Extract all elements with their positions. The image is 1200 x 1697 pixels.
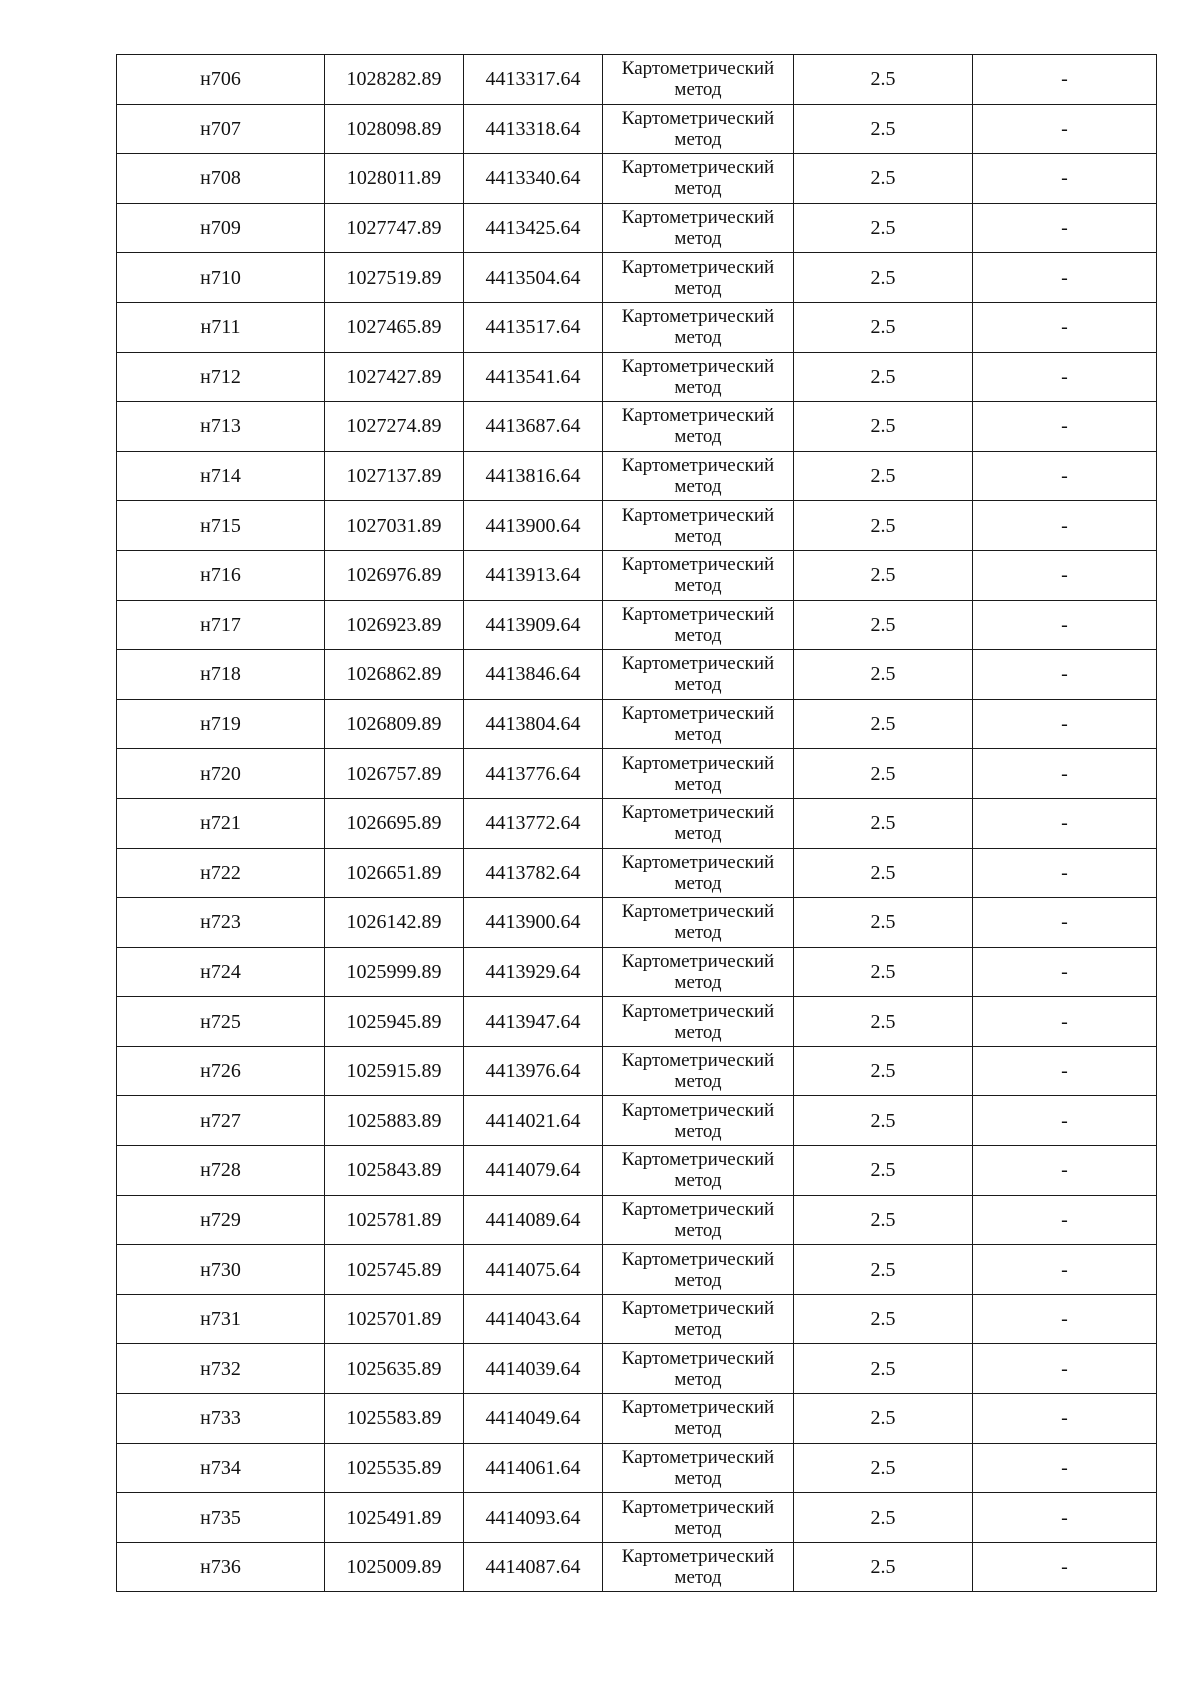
table-row	[117, 451, 1157, 501]
method-cell	[603, 848, 794, 898]
x-coordinate-cell: 1025915.89	[325, 1046, 464, 1096]
method-cell	[603, 55, 794, 105]
point-id-cell: н736	[117, 1542, 325, 1592]
note-cell: -	[973, 352, 1157, 402]
x-coordinate-cell: 1026809.89	[325, 699, 464, 749]
method-label-line2: метод	[674, 1567, 722, 1589]
x-coordinate-cell: 1027427.89	[325, 352, 464, 402]
y-coordinate-cell: 4414079.64	[464, 1146, 603, 1196]
table-row	[117, 1493, 1157, 1543]
y-coordinate-cell: 4413504.64	[464, 253, 603, 303]
note-cell: -	[973, 650, 1157, 700]
table-row	[117, 699, 1157, 749]
method-cell	[603, 1394, 794, 1444]
y-coordinate-cell: 4413517.64	[464, 302, 603, 352]
x-coordinate-cell: 1026923.89	[325, 600, 464, 650]
x-coordinate-cell: 1027465.89	[325, 302, 464, 352]
method-cell	[603, 253, 794, 303]
x-coordinate-cell: 1028011.89	[325, 154, 464, 204]
method-label-line1: Картометрический	[621, 901, 775, 923]
method-cell	[603, 451, 794, 501]
note-cell: -	[973, 501, 1157, 551]
point-id-cell: н735	[117, 1493, 325, 1543]
note-cell: -	[973, 104, 1157, 154]
table-row	[117, 798, 1157, 848]
method-cell	[603, 1542, 794, 1592]
note-cell: -	[973, 550, 1157, 600]
point-id-cell: н711	[117, 302, 325, 352]
accuracy-cell: 2.5	[794, 1096, 973, 1146]
method-label-line1: Картометрический	[621, 355, 775, 377]
accuracy-cell: 2.5	[794, 550, 973, 600]
point-id-cell: н727	[117, 1096, 325, 1146]
method-label-line2: метод	[674, 1071, 722, 1093]
method-label-line1: Картометрический	[621, 653, 775, 675]
accuracy-cell: 2.5	[794, 650, 973, 700]
method-label-line1: Картометрический	[621, 504, 775, 526]
method-label-line1: Картометрический	[621, 58, 775, 80]
x-coordinate-cell: 1025701.89	[325, 1294, 464, 1344]
point-id-cell: н715	[117, 501, 325, 551]
x-coordinate-cell: 1026695.89	[325, 798, 464, 848]
coordinates-table	[116, 54, 1157, 1592]
method-label-line2: метод	[674, 1021, 722, 1043]
point-id-cell: н718	[117, 650, 325, 700]
accuracy-cell: 2.5	[794, 749, 973, 799]
method-label-line2: метод	[674, 1418, 722, 1440]
note-cell: -	[973, 1294, 1157, 1344]
point-id-cell: н725	[117, 997, 325, 1047]
x-coordinate-cell: 1027747.89	[325, 203, 464, 253]
table-row	[117, 898, 1157, 948]
method-label-line1: Картометрический	[621, 603, 775, 625]
y-coordinate-cell: 4413816.64	[464, 451, 603, 501]
method-label-line2: метод	[674, 228, 722, 250]
table-row	[117, 104, 1157, 154]
note-cell: -	[973, 997, 1157, 1047]
note-cell: -	[973, 848, 1157, 898]
note-cell: -	[973, 1443, 1157, 1493]
accuracy-cell: 2.5	[794, 1493, 973, 1543]
point-id-cell: н730	[117, 1245, 325, 1295]
table-row	[117, 55, 1157, 105]
table-row	[117, 600, 1157, 650]
method-label-line1: Картометрический	[621, 1099, 775, 1121]
note-cell: -	[973, 1493, 1157, 1543]
table-row	[117, 997, 1157, 1047]
accuracy-cell: 2.5	[794, 898, 973, 948]
x-coordinate-cell: 1025009.89	[325, 1542, 464, 1592]
x-coordinate-cell: 1026651.89	[325, 848, 464, 898]
accuracy-cell: 2.5	[794, 1195, 973, 1245]
method-label-line1: Картометрический	[621, 306, 775, 328]
note-cell: -	[973, 1146, 1157, 1196]
method-label-line2: метод	[674, 724, 722, 746]
note-cell: -	[973, 1394, 1157, 1444]
note-cell: -	[973, 600, 1157, 650]
table-row	[117, 1394, 1157, 1444]
method-label-line1: Картометрический	[621, 802, 775, 824]
accuracy-cell: 2.5	[794, 451, 973, 501]
note-cell: -	[973, 1245, 1157, 1295]
method-label-line2: метод	[674, 823, 722, 845]
note-cell: -	[973, 1195, 1157, 1245]
method-label-line2: метод	[674, 327, 722, 349]
method-cell	[603, 1195, 794, 1245]
accuracy-cell: 2.5	[794, 302, 973, 352]
note-cell: -	[973, 947, 1157, 997]
method-label-line2: метод	[674, 277, 722, 299]
accuracy-cell: 2.5	[794, 1344, 973, 1394]
method-cell	[603, 1294, 794, 1344]
table-row	[117, 848, 1157, 898]
table-row	[117, 1245, 1157, 1295]
y-coordinate-cell: 4414039.64	[464, 1344, 603, 1394]
point-id-cell: н714	[117, 451, 325, 501]
table-row	[117, 352, 1157, 402]
point-id-cell: н732	[117, 1344, 325, 1394]
note-cell: -	[973, 749, 1157, 799]
point-id-cell: н721	[117, 798, 325, 848]
method-label-line1: Картометрический	[621, 1347, 775, 1369]
point-id-cell: н716	[117, 550, 325, 600]
point-id-cell: н719	[117, 699, 325, 749]
method-label-line2: метод	[674, 1170, 722, 1192]
y-coordinate-cell: 4413976.64	[464, 1046, 603, 1096]
point-id-cell: н720	[117, 749, 325, 799]
note-cell: -	[973, 1542, 1157, 1592]
note-cell: -	[973, 203, 1157, 253]
x-coordinate-cell: 1025745.89	[325, 1245, 464, 1295]
y-coordinate-cell: 4413900.64	[464, 501, 603, 551]
point-id-cell: н709	[117, 203, 325, 253]
method-label-line1: Картометрический	[621, 1050, 775, 1072]
y-coordinate-cell: 4414075.64	[464, 1245, 603, 1295]
point-id-cell: н723	[117, 898, 325, 948]
note-cell: -	[973, 302, 1157, 352]
method-label-line1: Картометрический	[621, 107, 775, 129]
method-label-line1: Картометрический	[621, 851, 775, 873]
method-label-line1: Картометрический	[621, 1248, 775, 1270]
method-label-line1: Картометрический	[621, 950, 775, 972]
x-coordinate-cell: 1025535.89	[325, 1443, 464, 1493]
method-label-line1: Картометрический	[621, 157, 775, 179]
y-coordinate-cell: 4413782.64	[464, 848, 603, 898]
x-coordinate-cell: 1028098.89	[325, 104, 464, 154]
point-id-cell: н712	[117, 352, 325, 402]
point-id-cell: н731	[117, 1294, 325, 1344]
method-label-line1: Картометрический	[621, 554, 775, 576]
method-cell	[603, 600, 794, 650]
method-cell	[603, 550, 794, 600]
method-label-line1: Картометрический	[621, 703, 775, 725]
accuracy-cell: 2.5	[794, 203, 973, 253]
method-label-line1: Картометрический	[621, 405, 775, 427]
y-coordinate-cell: 4414087.64	[464, 1542, 603, 1592]
point-id-cell: н728	[117, 1146, 325, 1196]
y-coordinate-cell: 4413687.64	[464, 402, 603, 452]
accuracy-cell: 2.5	[794, 1245, 973, 1295]
method-cell	[603, 203, 794, 253]
table-row	[117, 650, 1157, 700]
method-label-line2: метод	[674, 525, 722, 547]
y-coordinate-cell: 4413340.64	[464, 154, 603, 204]
method-cell	[603, 154, 794, 204]
table-row	[117, 1195, 1157, 1245]
method-cell	[603, 1245, 794, 1295]
table-row	[117, 1344, 1157, 1394]
x-coordinate-cell: 1026142.89	[325, 898, 464, 948]
table-row	[117, 550, 1157, 600]
method-cell	[603, 104, 794, 154]
accuracy-cell: 2.5	[794, 1394, 973, 1444]
accuracy-cell: 2.5	[794, 798, 973, 848]
method-label-line2: метод	[674, 971, 722, 993]
method-cell	[603, 402, 794, 452]
method-cell	[603, 501, 794, 551]
y-coordinate-cell: 4413913.64	[464, 550, 603, 600]
table-row	[117, 1294, 1157, 1344]
method-label-line1: Картометрический	[621, 1198, 775, 1220]
y-coordinate-cell: 4414061.64	[464, 1443, 603, 1493]
table-row	[117, 1096, 1157, 1146]
x-coordinate-cell: 1026757.89	[325, 749, 464, 799]
x-coordinate-cell: 1027137.89	[325, 451, 464, 501]
y-coordinate-cell: 4413804.64	[464, 699, 603, 749]
y-coordinate-cell: 4414093.64	[464, 1493, 603, 1543]
method-label-line2: метод	[674, 128, 722, 150]
method-cell	[603, 1443, 794, 1493]
method-label-line2: метод	[674, 1219, 722, 1241]
point-id-cell: н706	[117, 55, 325, 105]
method-cell	[603, 650, 794, 700]
table-row	[117, 203, 1157, 253]
x-coordinate-cell: 1025843.89	[325, 1146, 464, 1196]
note-cell: -	[973, 898, 1157, 948]
note-cell: -	[973, 1046, 1157, 1096]
y-coordinate-cell: 4413846.64	[464, 650, 603, 700]
method-cell	[603, 997, 794, 1047]
method-cell	[603, 1493, 794, 1543]
x-coordinate-cell: 1025999.89	[325, 947, 464, 997]
note-cell: -	[973, 154, 1157, 204]
method-cell	[603, 699, 794, 749]
method-label-line1: Картометрический	[621, 1546, 775, 1568]
table-row	[117, 402, 1157, 452]
accuracy-cell: 2.5	[794, 104, 973, 154]
y-coordinate-cell: 4413909.64	[464, 600, 603, 650]
x-coordinate-cell: 1026976.89	[325, 550, 464, 600]
table-row	[117, 749, 1157, 799]
point-id-cell: н708	[117, 154, 325, 204]
method-cell	[603, 1096, 794, 1146]
y-coordinate-cell: 4413900.64	[464, 898, 603, 948]
method-label-line1: Картометрический	[621, 1446, 775, 1468]
table-row	[117, 302, 1157, 352]
y-coordinate-cell: 4413772.64	[464, 798, 603, 848]
coordinates-table-body	[117, 55, 1157, 1592]
method-label-line1: Картометрический	[621, 752, 775, 774]
table-row	[117, 1542, 1157, 1592]
accuracy-cell: 2.5	[794, 947, 973, 997]
table-row	[117, 501, 1157, 551]
y-coordinate-cell: 4413425.64	[464, 203, 603, 253]
method-label-line2: метод	[674, 624, 722, 646]
note-cell: -	[973, 699, 1157, 749]
note-cell: -	[973, 451, 1157, 501]
point-id-cell: н713	[117, 402, 325, 452]
x-coordinate-cell: 1025583.89	[325, 1394, 464, 1444]
y-coordinate-cell: 4413947.64	[464, 997, 603, 1047]
y-coordinate-cell: 4414089.64	[464, 1195, 603, 1245]
method-label-line2: метод	[674, 476, 722, 498]
method-label-line2: метод	[674, 872, 722, 894]
point-id-cell: н724	[117, 947, 325, 997]
method-label-line1: Картометрический	[621, 1149, 775, 1171]
note-cell: -	[973, 1096, 1157, 1146]
accuracy-cell: 2.5	[794, 699, 973, 749]
method-label-line2: метод	[674, 1120, 722, 1142]
method-label-line2: метод	[674, 1368, 722, 1390]
method-cell	[603, 947, 794, 997]
table-row	[117, 1146, 1157, 1196]
method-label-line2: метод	[674, 426, 722, 448]
accuracy-cell: 2.5	[794, 253, 973, 303]
table-row	[117, 947, 1157, 997]
y-coordinate-cell: 4414021.64	[464, 1096, 603, 1146]
method-cell	[603, 302, 794, 352]
method-cell	[603, 1046, 794, 1096]
method-cell	[603, 898, 794, 948]
accuracy-cell: 2.5	[794, 1542, 973, 1592]
note-cell: -	[973, 1344, 1157, 1394]
x-coordinate-cell: 1026862.89	[325, 650, 464, 700]
method-label-line1: Картометрический	[621, 455, 775, 477]
accuracy-cell: 2.5	[794, 600, 973, 650]
method-label-line1: Картометрический	[621, 1397, 775, 1419]
method-label-line1: Картометрический	[621, 1000, 775, 1022]
method-label-line2: метод	[674, 1269, 722, 1291]
method-label-line2: метод	[674, 773, 722, 795]
accuracy-cell: 2.5	[794, 1443, 973, 1493]
accuracy-cell: 2.5	[794, 352, 973, 402]
x-coordinate-cell: 1025945.89	[325, 997, 464, 1047]
note-cell: -	[973, 253, 1157, 303]
method-cell	[603, 1344, 794, 1394]
point-id-cell: н729	[117, 1195, 325, 1245]
method-label-line2: метод	[674, 1517, 722, 1539]
method-cell	[603, 749, 794, 799]
accuracy-cell: 2.5	[794, 1146, 973, 1196]
point-id-cell: н734	[117, 1443, 325, 1493]
y-coordinate-cell: 4413318.64	[464, 104, 603, 154]
method-label-line2: метод	[674, 178, 722, 200]
table-row	[117, 253, 1157, 303]
method-cell	[603, 798, 794, 848]
accuracy-cell: 2.5	[794, 402, 973, 452]
point-id-cell: н726	[117, 1046, 325, 1096]
method-label-line2: метод	[674, 922, 722, 944]
y-coordinate-cell: 4413541.64	[464, 352, 603, 402]
y-coordinate-cell: 4414043.64	[464, 1294, 603, 1344]
x-coordinate-cell: 1025781.89	[325, 1195, 464, 1245]
method-label-line2: метод	[674, 1467, 722, 1489]
y-coordinate-cell: 4413929.64	[464, 947, 603, 997]
point-id-cell: н722	[117, 848, 325, 898]
y-coordinate-cell: 4413776.64	[464, 749, 603, 799]
accuracy-cell: 2.5	[794, 55, 973, 105]
method-label-line2: метод	[674, 79, 722, 101]
method-label-line2: метод	[674, 674, 722, 696]
accuracy-cell: 2.5	[794, 997, 973, 1047]
method-label-line1: Картометрический	[621, 1298, 775, 1320]
method-label-line2: метод	[674, 1319, 722, 1341]
note-cell: -	[973, 798, 1157, 848]
accuracy-cell: 2.5	[794, 1294, 973, 1344]
table-row	[117, 154, 1157, 204]
x-coordinate-cell: 1028282.89	[325, 55, 464, 105]
point-id-cell: н710	[117, 253, 325, 303]
x-coordinate-cell: 1025491.89	[325, 1493, 464, 1543]
note-cell: -	[973, 402, 1157, 452]
method-label-line2: метод	[674, 575, 722, 597]
point-id-cell: н733	[117, 1394, 325, 1444]
x-coordinate-cell: 1027274.89	[325, 402, 464, 452]
method-cell	[603, 352, 794, 402]
method-label-line1: Картометрический	[621, 256, 775, 278]
accuracy-cell: 2.5	[794, 501, 973, 551]
point-id-cell: н717	[117, 600, 325, 650]
table-row	[117, 1046, 1157, 1096]
y-coordinate-cell: 4413317.64	[464, 55, 603, 105]
x-coordinate-cell: 1027519.89	[325, 253, 464, 303]
y-coordinate-cell: 4414049.64	[464, 1394, 603, 1444]
x-coordinate-cell: 1025635.89	[325, 1344, 464, 1394]
accuracy-cell: 2.5	[794, 848, 973, 898]
method-cell	[603, 1146, 794, 1196]
method-label-line1: Картометрический	[621, 207, 775, 229]
note-cell: -	[973, 55, 1157, 105]
x-coordinate-cell: 1027031.89	[325, 501, 464, 551]
accuracy-cell: 2.5	[794, 154, 973, 204]
method-label-line1: Картометрический	[621, 1496, 775, 1518]
method-label-line2: метод	[674, 376, 722, 398]
accuracy-cell: 2.5	[794, 1046, 973, 1096]
table-row	[117, 1443, 1157, 1493]
point-id-cell: н707	[117, 104, 325, 154]
x-coordinate-cell: 1025883.89	[325, 1096, 464, 1146]
